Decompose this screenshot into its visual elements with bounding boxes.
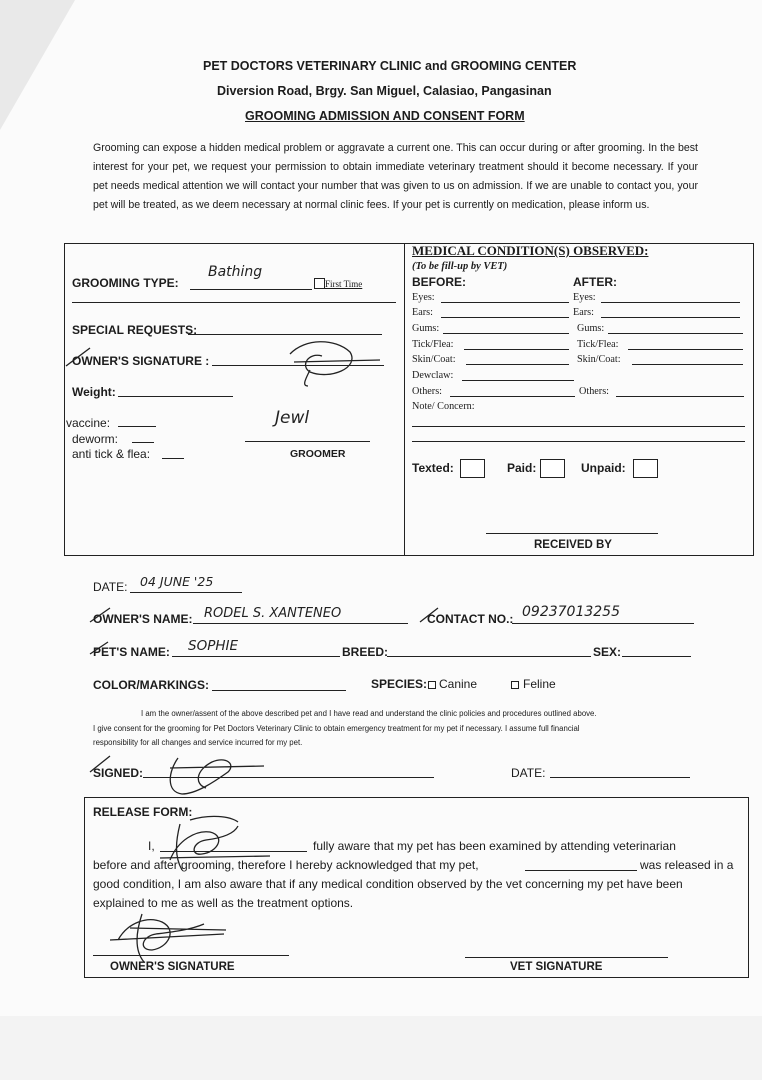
owner-name-value: RODEL S. XANTENEO	[204, 606, 342, 621]
special-requests-label: SPECIAL REQUESTS:	[72, 323, 198, 337]
form-title: GROOMING ADMISSION AND CONSENT FORM	[245, 109, 525, 123]
after-others-label: Others:	[579, 386, 609, 397]
paid-label: Paid:	[507, 461, 537, 475]
unpaid-label: Unpaid:	[581, 461, 626, 475]
before-eyes-line[interactable]	[441, 302, 569, 303]
after-others-line[interactable]	[616, 396, 744, 397]
vet-signature-line[interactable]	[465, 957, 668, 958]
after-tick-line[interactable]	[628, 349, 743, 350]
date-value: 04 JUNE '25	[140, 574, 214, 589]
scan-margin	[0, 1016, 762, 1080]
unpaid-checkbox[interactable]	[633, 459, 658, 478]
owner-name-label: OWNER'S NAME:	[93, 612, 193, 626]
pet-name-label: PET'S NAME:	[93, 645, 170, 659]
grooming-type-value: Bathing	[208, 264, 263, 280]
vaccine-label: vaccine:	[66, 416, 111, 430]
consent-line-2: I give consent for the grooming for Pet Doctors Veterinary Clinic to obtain emergency treatment for my pet if necessary. I assume full financial	[93, 724, 580, 733]
after-ears-label: Ears:	[573, 307, 594, 318]
first-time-checkbox[interactable]	[314, 278, 325, 289]
release-name-signature-mark	[150, 800, 290, 880]
groomer-name: Jewl	[275, 408, 310, 428]
color-markings-label: COLOR/MARKINGS:	[93, 678, 209, 692]
signed-label: SIGNED:	[93, 766, 144, 780]
vet-note-subtitle: (To be fill-up by VET)	[412, 261, 508, 272]
after-tick-label: Tick/Flea:	[577, 339, 619, 350]
release-owner-signature-mark	[108, 900, 238, 970]
before-tick-line[interactable]	[464, 349, 569, 350]
contact-value: 09237013255	[522, 604, 620, 620]
pet-name-value: SOPHIE	[188, 638, 238, 654]
date-line[interactable]	[130, 592, 242, 593]
after-ears-line[interactable]	[601, 317, 740, 318]
before-skin-line[interactable]	[466, 364, 569, 365]
grooming-blank-line[interactable]	[72, 302, 396, 303]
after-label: AFTER:	[573, 275, 617, 289]
before-ears-line[interactable]	[441, 317, 569, 318]
signed-signature-mark	[86, 742, 276, 802]
before-dewclaw-line[interactable]	[462, 380, 574, 381]
consent-line-3: responsibility for all changes and service incurred for my pet.	[93, 738, 303, 747]
before-dewclaw-label: Dewclaw:	[412, 370, 454, 381]
after-skin-label: Skin/Coat:	[577, 354, 621, 365]
owners-signature-label: OWNER'S SIGNATURE :	[72, 354, 210, 368]
release-line1-start: I,	[148, 839, 155, 853]
before-label: BEFORE:	[412, 275, 466, 289]
canine-checkbox[interactable]	[428, 681, 436, 689]
release-pet-line[interactable]	[525, 870, 637, 871]
note-line-1[interactable]	[412, 426, 745, 427]
sex-line[interactable]	[622, 656, 691, 657]
anti-tick-label: anti tick & flea:	[72, 447, 151, 461]
canine-label: Canine	[439, 677, 478, 691]
deworm-label: deworm:	[72, 432, 119, 446]
before-tick-label: Tick/Flea:	[412, 339, 454, 350]
release-form-title: RELEASE FORM:	[93, 805, 193, 819]
release-line2-end: was released in a	[640, 858, 734, 872]
after-gums-line[interactable]	[608, 333, 743, 334]
deworm-line[interactable]	[132, 442, 154, 443]
page-corner-shadow	[0, 0, 75, 130]
groomer-label: GROOMER	[290, 448, 346, 460]
contact-label: CONTACT NO.:	[427, 612, 514, 626]
feline-label: Feline	[523, 677, 556, 691]
consent-line-1: I am the owner/assent of the above described pet and I have read and understand the clinic policies and procedures outlined above.	[141, 709, 597, 718]
clinic-name: PET DOCTORS VETERINARY CLINIC and GROOMING CENTER	[203, 59, 577, 73]
vaccine-line[interactable]	[118, 426, 156, 427]
vet-signature-label: VET SIGNATURE	[510, 961, 603, 973]
before-eyes-label: Eyes:	[412, 292, 435, 303]
release-line1-end: fully aware that my pet has been examined by attending veterinarian	[313, 839, 676, 853]
before-others-label: Others:	[412, 386, 442, 397]
medical-condition-title: MEDICAL CONDITION(S) OBSERVED:	[412, 243, 649, 258]
intro-paragraph: Grooming can expose a hidden medical problem or aggravate a current one. This can occur during or after grooming. In the best interest for your pet, we request your permission to obtain immediate veterinary treatment should it become necessary. If your pet needs medical attention we will contact your number that was given to us on admission. If we are unable to contact you, your pet will be treated, as we deem necessary at normal clinic fees. If your pet is currently on medication, please inform us.	[93, 142, 698, 211]
breed-line[interactable]	[387, 656, 591, 657]
consent-date-label: DATE:	[511, 766, 546, 780]
owner-signature-mark	[60, 330, 390, 390]
feline-checkbox[interactable]	[511, 681, 519, 689]
before-skin-label: Skin/Coat:	[412, 354, 456, 365]
grooming-type-line[interactable]	[190, 289, 312, 290]
pet-name-line[interactable]	[172, 656, 340, 657]
panel-divider	[404, 243, 405, 555]
texted-checkbox[interactable]	[460, 459, 485, 478]
after-eyes-label: Eyes:	[573, 292, 596, 303]
release-line3: good condition, I am also aware that if any medical condition observed by the vet concerning my pet have been	[93, 877, 683, 891]
note-line-2[interactable]	[412, 441, 745, 442]
texted-label: Texted:	[412, 461, 454, 475]
before-ears-label: Ears:	[412, 307, 433, 318]
weight-label: Weight:	[72, 385, 116, 399]
received-by-label: RECEIVED BY	[534, 539, 612, 551]
breed-label: BREED:	[342, 645, 389, 659]
after-eyes-line[interactable]	[601, 302, 740, 303]
release-line2-start: before and after grooming, therefore I hereby acknowledged that my pet,	[93, 858, 479, 872]
after-gums-label: Gums:	[577, 323, 605, 334]
received-by-line[interactable]	[486, 533, 658, 534]
date-label: DATE:	[93, 580, 128, 594]
anti-tick-line[interactable]	[162, 458, 184, 459]
before-others-line[interactable]	[450, 396, 575, 397]
note-concern-label: Note/ Concern:	[412, 401, 475, 412]
before-gums-line[interactable]	[443, 333, 569, 334]
species-label: SPECIES:	[371, 677, 428, 691]
after-skin-line[interactable]	[632, 364, 743, 365]
weight-line[interactable]	[118, 396, 233, 397]
release-owner-signature-label: OWNER'S SIGNATURE	[110, 961, 235, 973]
consent-date-line[interactable]	[550, 777, 690, 778]
before-gums-label: Gums:	[412, 323, 440, 334]
release-line4: explained to me as well as the treatment options.	[93, 896, 354, 910]
clinic-address: Diversion Road, Brgy. San Miguel, Calasiao, Pangasinan	[217, 84, 552, 98]
groomer-line[interactable]	[245, 441, 370, 442]
sex-label: SEX:	[593, 645, 622, 659]
paid-checkbox[interactable]	[540, 459, 565, 478]
first-time-label: First Time	[325, 279, 363, 289]
contact-line[interactable]	[512, 623, 694, 624]
color-markings-line[interactable]	[212, 690, 346, 691]
grooming-type-label: GROOMING TYPE:	[72, 276, 179, 290]
